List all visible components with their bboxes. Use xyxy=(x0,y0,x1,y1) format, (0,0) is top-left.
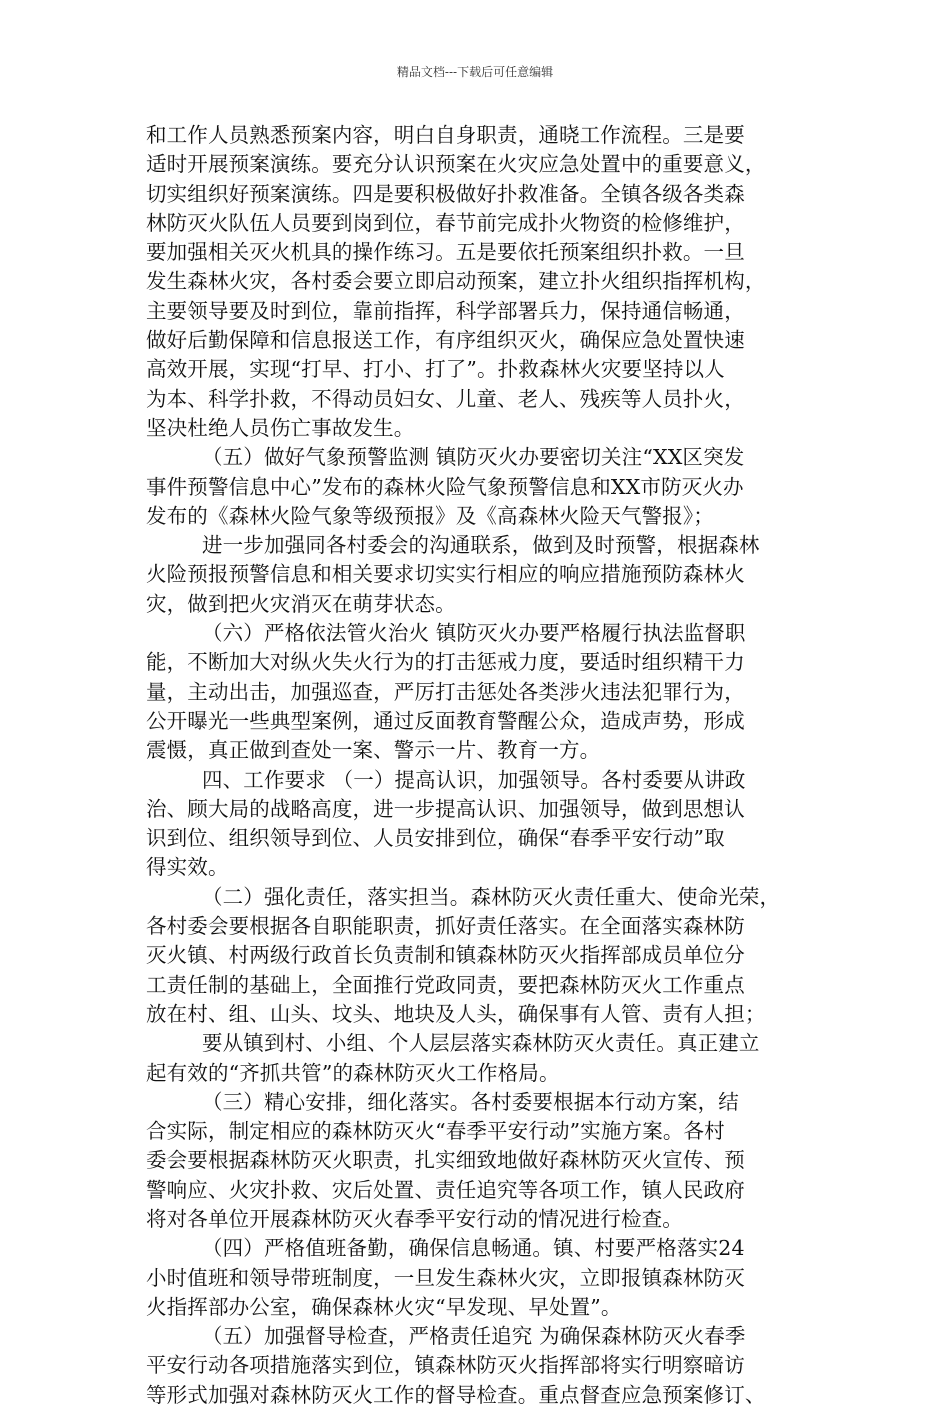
text-line: 小时值班和领导带班制度，一旦发生森林火灾，立即报镇森林防灭 xyxy=(146,1265,745,1290)
text-line: 将对各单位开展森林防灭火春季平安行动的情况进行检查。 xyxy=(146,1206,683,1231)
text-line: 合实际，制定相应的森林防灭火“春季平安行动”实施方案。各村 xyxy=(146,1119,725,1144)
text-line: 委会要根据森林防灭火职责，扎实细致地做好森林防灭火宣传、预 xyxy=(146,1148,745,1173)
text-line: （三）精心安排，细化落实。各村委要根据本行动方案，结 xyxy=(202,1089,739,1114)
document-body xyxy=(146,121,826,1410)
text-line: 震慑，真正做到查处一案、警示一片、教育一方。 xyxy=(146,738,601,763)
text-line: 各村委会要根据各自职能职责，抓好责任落实。在全面落实森林防 xyxy=(146,914,745,939)
text-line: 量，主动出击，加强巡查，严厉打击惩处各类涉火违法犯罪行为， xyxy=(146,679,745,704)
text-line: 适时开展预案演练。要充分认识预案在火灾应急处置中的重要意义， xyxy=(146,152,766,177)
text-line: 灾，做到把火灾消灭在萌芽状态。 xyxy=(146,591,456,616)
text-line: （五）做好气象预警监测 镇防灭火办要密切关注“XX区突发 xyxy=(202,445,745,470)
text-line: 林防灭火队伍人员要到岗到位，春节前完成扑火物资的检修维护， xyxy=(146,210,745,235)
text-line: 高效开展，实现“打早、打小、打了”。扑救森林火灾要坚持以人 xyxy=(146,357,725,382)
text-line: 起有效的“齐抓共管”的森林防灭火工作格局。 xyxy=(146,1060,560,1085)
text-line: （四）严格值班备勤，确保信息畅通。镇、村要严格落实24 xyxy=(202,1236,745,1261)
text-line: （二）强化责任，落实担当。森林防灭火责任重大、使命光荣， xyxy=(202,884,781,909)
text-line: 治、顾大局的战略高度，进一步提高认识、加强领导，做到思想认 xyxy=(146,796,745,821)
text-line: 识到位、组织领导到位、人员安排到位，确保“春季平安行动”取 xyxy=(146,826,725,851)
text-line: 做好后勤保障和信息报送工作，有序组织灭火，确保应急处置快速 xyxy=(146,328,745,353)
text-line: 警响应、火灾扑救、灾后处置、责任追究等各项工作，镇人民政府 xyxy=(146,1177,745,1202)
text-line: 和工作人员熟悉预案内容，明白自身职责，通晓工作流程。三是要 xyxy=(146,123,745,147)
text-line: 公开曝光一些典型案例，通过反面教育警醒公众，造成声势，形成 xyxy=(146,708,745,733)
text-line: 发布的《森林火险气象等级预报》及《高森林火险天气警报》； xyxy=(146,503,714,528)
text-line: 灭火镇、村两级行政首长负责制和镇森林防灭火指挥部成员单位分 xyxy=(146,943,745,968)
text-line: 切实组织好预案演练。四是要积极做好扑救准备。全镇各级各类森 xyxy=(146,181,745,206)
text-line: 四、工作要求 （一）提高认识，加强领导。各村委要从讲政 xyxy=(202,767,746,792)
text-line: 进一步加强同各村委会的沟通联系，做到及时预警，根据森林 xyxy=(202,533,760,558)
text-line: 等形式加强对森林防灭火工作的督导检查。重点督查应急预案修订、 xyxy=(146,1382,766,1407)
text-line: （六）严格依法管火治火 镇防灭火办要严格履行执法监督职 xyxy=(202,621,746,646)
text-line: 放在村、组、山头、坟头、地块及人头，确保事有人管、责有人担； xyxy=(146,1001,766,1026)
text-line: 发生森林火灾，各村委会要立即启动预案，建立扑火组织指挥机构， xyxy=(146,269,766,294)
text-line: 火指挥部办公室，确保森林火灾“早发现、早处置”。 xyxy=(146,1294,622,1319)
text-line: 能，不断加大对纵火失火行为的打击惩戒力度，要适时组织精干力 xyxy=(146,650,745,675)
text-line: 平安行动各项措施落实到位，镇森林防灭火指挥部将实行明察暗访 xyxy=(146,1353,745,1378)
page-header: 精品文档---下载后可任意编辑 xyxy=(396,65,554,79)
text-line: 为本、科学扑救，不得动员妇女、儿童、老人、残疾等人员扑火， xyxy=(146,386,745,411)
text-line: （五）加强督导检查，严格责任追究 为确保森林防灭火春季 xyxy=(202,1324,746,1349)
text-line: 工责任制的基础上，全面推行党政同责，要把森林防灭火工作重点 xyxy=(146,972,745,997)
text-line: 事件预警信息中心”发布的森林火险气象预警信息和XX市防灭火办 xyxy=(146,474,744,499)
text-line: 坚决杜绝人员伤亡事故发生。 xyxy=(146,415,415,440)
text-line: 要从镇到村、小组、个人层层落实森林防灭火责任。真正建立 xyxy=(202,1031,760,1056)
text-line: 得实效。 xyxy=(146,855,229,880)
text-line: 主要领导要及时到位，靠前指挥，科学部署兵力，保持通信畅通， xyxy=(146,298,745,323)
text-line: 要加强相关灭火机具的操作练习。五是要依托预案组织扑救。一旦 xyxy=(146,240,745,265)
text-line: 火险预报预警信息和相关要求切实实行相应的响应措施预防森林火 xyxy=(146,562,745,587)
